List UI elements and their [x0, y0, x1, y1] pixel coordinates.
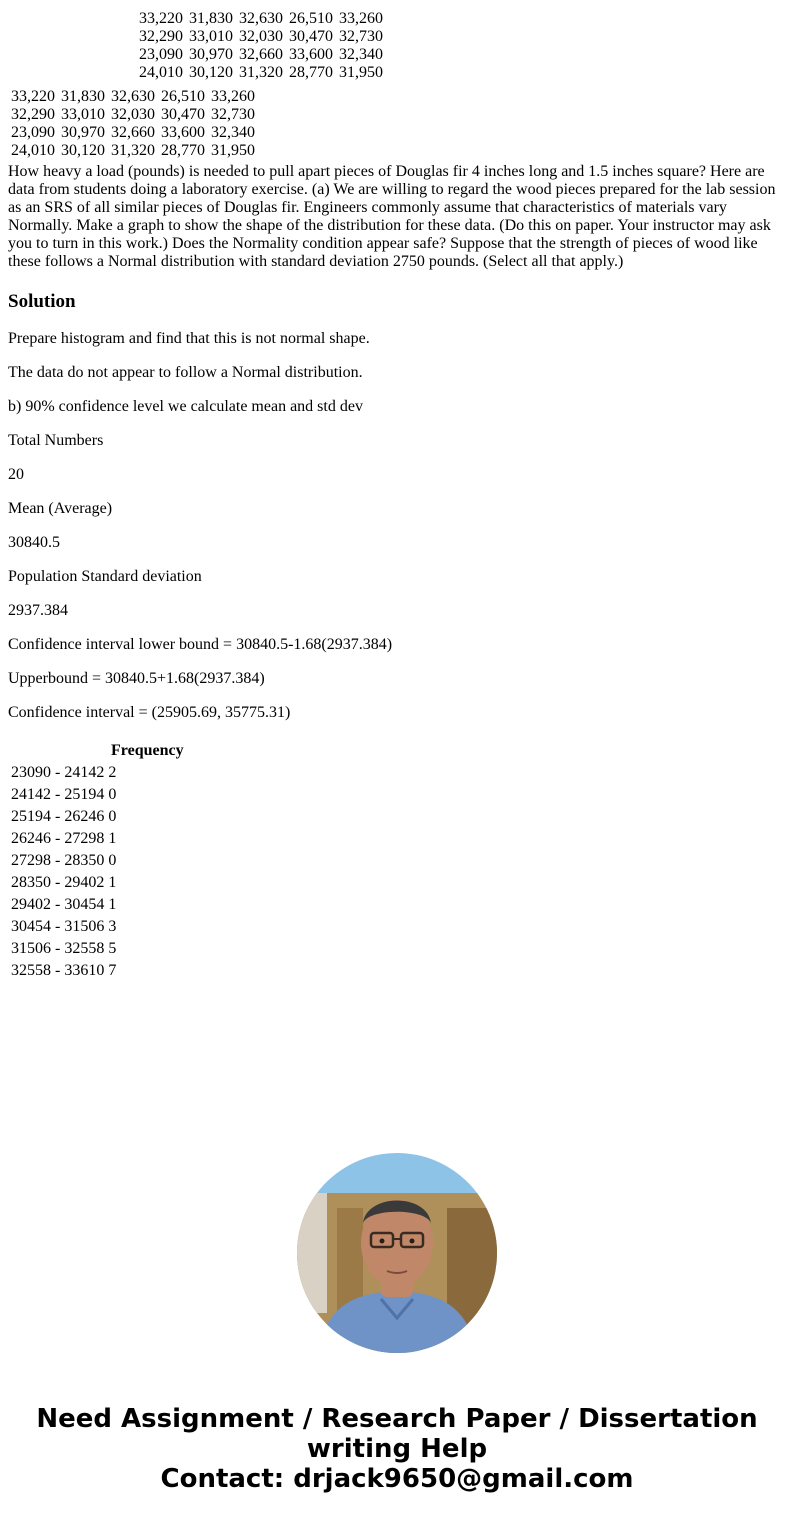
table-cell: 30,970: [189, 46, 233, 63]
class-interval: 23090 - 24142: [11, 764, 105, 781]
frequency-count: 5: [108, 940, 117, 957]
solution-line: 2937.384: [8, 602, 68, 619]
table-cell: 33,010: [61, 106, 105, 123]
frequency-row: [8, 894, 187, 916]
class-interval: 30454 - 31506: [11, 918, 105, 935]
solution-line: Prepare histogram and find that this is not normal shape.: [8, 330, 370, 347]
table-cell: 32,730: [339, 28, 383, 45]
table-cell: 30,120: [189, 64, 233, 81]
frequency-cell: [8, 872, 187, 894]
table-cell: 28,770: [161, 142, 205, 159]
table-cell: 32,030: [111, 106, 155, 123]
table-row: [8, 106, 258, 124]
frequency-row: [8, 806, 187, 828]
promo-contact: Contact: drjack9650@gmail.com: [160, 1464, 634, 1494]
table-cell: 30,470: [289, 28, 333, 45]
solution-heading: Solution: [8, 291, 76, 312]
class-interval: 27298 - 28350: [11, 852, 105, 869]
table-cell: 33,220: [11, 88, 55, 105]
solution-line: The data do not appear to follow a Normal distribution.: [8, 364, 363, 381]
question-text: How heavy a load (pounds) is needed to pull apart pieces of Douglas fir 4 inches long and 1.5 inches square? Here are data from students doing a laboratory exercise. (a) We are willing to regard the wood pieces prepared for the lab session as an SRS of all similar pieces of Douglas fir. Engineers commonly assume that characteristics of materials vary Normally. Make a graph to show the shape of the distribution for these data. (Do this on paper. Your instructor may ask you to turn in this work.) Does the Normality condition appear safe? Suppose that the strength of pieces of wood like these follows a Normal distribution with standard deviation 2750 pounds. (Select all that apply.): [8, 163, 776, 270]
frequency-row: [8, 916, 187, 938]
table-cell: 32,630: [111, 88, 155, 105]
frequency-count: 1: [108, 830, 117, 847]
class-interval: 26246 - 27298: [11, 830, 105, 847]
table-row: [136, 28, 386, 46]
table-cell: 30,970: [61, 124, 105, 141]
frequency-row: [8, 960, 187, 982]
promo-line: Need Assignment / Research Paper / Dissertation: [36, 1404, 758, 1434]
class-interval: 25194 - 26246: [11, 808, 105, 825]
solution-line: Confidence interval lower bound = 30840.5-1.68(2937.384): [8, 636, 393, 653]
table-cell: 32,730: [211, 106, 255, 123]
frequency-row: [8, 850, 187, 872]
class-interval: 32558 - 33610: [11, 962, 105, 979]
data-table-offset: [136, 10, 386, 82]
frequency-row: [8, 828, 187, 850]
frequency-row: [8, 872, 187, 894]
table-cell: 33,010: [189, 28, 233, 45]
table-cell: 24,010: [139, 64, 183, 81]
table-cell: 32,630: [239, 10, 283, 27]
table-cell: 31,830: [189, 10, 233, 27]
promo-banner: [0, 1404, 794, 1494]
frequency-count: 0: [108, 852, 117, 869]
table-cell: 33,260: [211, 88, 255, 105]
table-row: [136, 64, 386, 82]
header-blank-cell: [8, 740, 108, 762]
table-row: [136, 10, 386, 28]
frequency-cell: [8, 938, 187, 960]
table-row: [136, 46, 386, 64]
solution-line: b) 90% confidence level we calculate mean and std dev: [8, 398, 363, 415]
frequency-count: 3: [108, 918, 117, 935]
promo-line: writing Help: [306, 1434, 488, 1464]
frequency-count: 2: [108, 764, 117, 781]
class-interval: 28350 - 29402: [11, 874, 105, 891]
frequency-cell: [8, 960, 187, 982]
table-cell: 31,830: [61, 88, 105, 105]
table-cell: 24,010: [11, 142, 55, 159]
table-cell: 32,660: [239, 46, 283, 63]
person-portrait-icon: [297, 1153, 497, 1353]
table-cell: 26,510: [289, 10, 333, 27]
table-cell: 31,950: [339, 64, 383, 81]
frequency-table-header: [8, 740, 187, 762]
frequency-cell: [8, 806, 187, 828]
frequency-row: [8, 938, 187, 960]
table-cell: 28,770: [289, 64, 333, 81]
frequency-cell: [8, 784, 187, 806]
frequency-table: [8, 740, 187, 982]
frequency-row: [8, 762, 187, 784]
table-cell: 33,600: [161, 124, 205, 141]
table-row: [8, 88, 258, 106]
table-cell: 32,340: [339, 46, 383, 63]
frequency-count: 0: [108, 786, 117, 803]
table-cell: 32,030: [239, 28, 283, 45]
solution-line: Mean (Average): [8, 500, 113, 517]
frequency-cell: [8, 850, 187, 872]
table-cell: 31,320: [239, 64, 283, 81]
frequency-cell: [8, 916, 187, 938]
table-cell: 23,090: [11, 124, 55, 141]
frequency-cell: [8, 762, 187, 784]
class-interval: 29402 - 30454: [11, 896, 105, 913]
table-cell: 30,470: [161, 106, 205, 123]
table-cell: 33,220: [139, 10, 183, 27]
class-interval: 31506 - 32558: [11, 940, 105, 957]
solution-line: Total Numbers: [8, 432, 104, 449]
solution-line: 20: [8, 466, 24, 483]
table-cell: 30,120: [61, 142, 105, 159]
frequency-row: [8, 784, 187, 806]
frequency-count: 0: [108, 808, 117, 825]
table-row: [8, 142, 258, 160]
solution-line: 30840.5: [8, 534, 60, 551]
frequency-count: 1: [108, 874, 117, 891]
table-cell: 32,290: [139, 28, 183, 45]
solution-line: Confidence interval = (25905.69, 35775.31): [8, 704, 291, 721]
author-avatar: [297, 1153, 497, 1353]
table-cell: 32,340: [211, 124, 255, 141]
table-cell: 33,260: [339, 10, 383, 27]
table-cell: 23,090: [139, 46, 183, 63]
frequency-header: Frequency: [111, 742, 184, 759]
table-cell: 33,600: [289, 46, 333, 63]
frequency-count: 1: [108, 896, 117, 913]
solution-line: Population Standard deviation: [8, 568, 202, 585]
table-cell: 32,660: [111, 124, 155, 141]
table-cell: 31,320: [111, 142, 155, 159]
table-cell: 32,290: [11, 106, 55, 123]
class-interval: 24142 - 25194: [11, 786, 105, 803]
table-row: [8, 124, 258, 142]
frequency-cell: [8, 828, 187, 850]
data-table: [8, 88, 258, 160]
solution-line: Upperbound = 30840.5+1.68(2937.384): [8, 670, 265, 687]
frequency-cell: [8, 894, 187, 916]
table-cell: 26,510: [161, 88, 205, 105]
table-cell: 31,950: [211, 142, 255, 159]
frequency-count: 7: [108, 962, 117, 979]
